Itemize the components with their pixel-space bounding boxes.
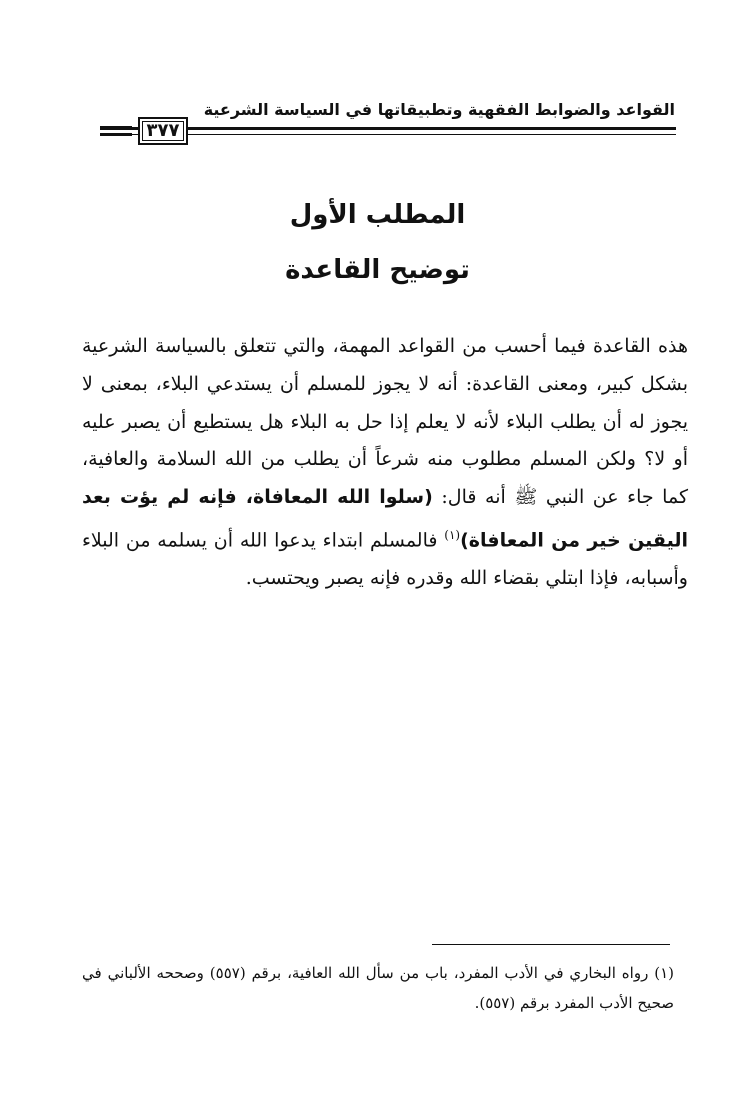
body-paragraph xyxy=(82,328,688,598)
footnote-divider xyxy=(432,944,670,945)
running-header: القواعد والضوابط الفقهية وتطبيقاتها في السياسة الشرعية xyxy=(203,100,675,119)
body-text-part1: هذه القاعدة فيما أحسب من القواعد المهمة، والتي تتعلق بالسياسة الشرعية بشكل كبير، ومعنى القاعدة: أنه لا يجوز للمسلم أن يستدعي البلاء، بمعنى لا يجوز له أن يطلب البلاء لأنه لا يعلم إذا حل به البلاء هل يستطيع أن يصبر عليه أو لا؟ ولكن المسلم مطلوب منه شرعاً أن يطلب من الله السلامة والعافية، كما جاء عن النبي ﷺ أنه قال: xyxy=(82,335,688,509)
footnote-reference[interactable]: (١) xyxy=(444,527,461,542)
section-subtitle: توضيح القاعدة xyxy=(285,255,470,285)
body-text-part2: فالمسلم ابتداء يدعوا الله أن يسلمه من البلاء وأسبابه، فإذا ابتلي بقضاء الله وقدره فإنه يصبر ويحتسب. xyxy=(82,529,688,590)
page-number-text: ٣٧٧ xyxy=(146,120,180,141)
page-number xyxy=(138,117,188,145)
section-title: المطلب الأول xyxy=(289,200,466,230)
hadith-quote: (سلوا الله المعافاة، فإنه لم يؤت بعد اليقين خير من المعافاة) xyxy=(82,486,689,552)
header-ornament xyxy=(100,126,132,140)
footnote: (١) رواه البخاري في الأدب المفرد، باب من سأل الله العافية، برقم (٥٥٧) وصححه الألباني في صحيح الأدب المفرد برقم (٥٥٧). xyxy=(82,964,674,1012)
